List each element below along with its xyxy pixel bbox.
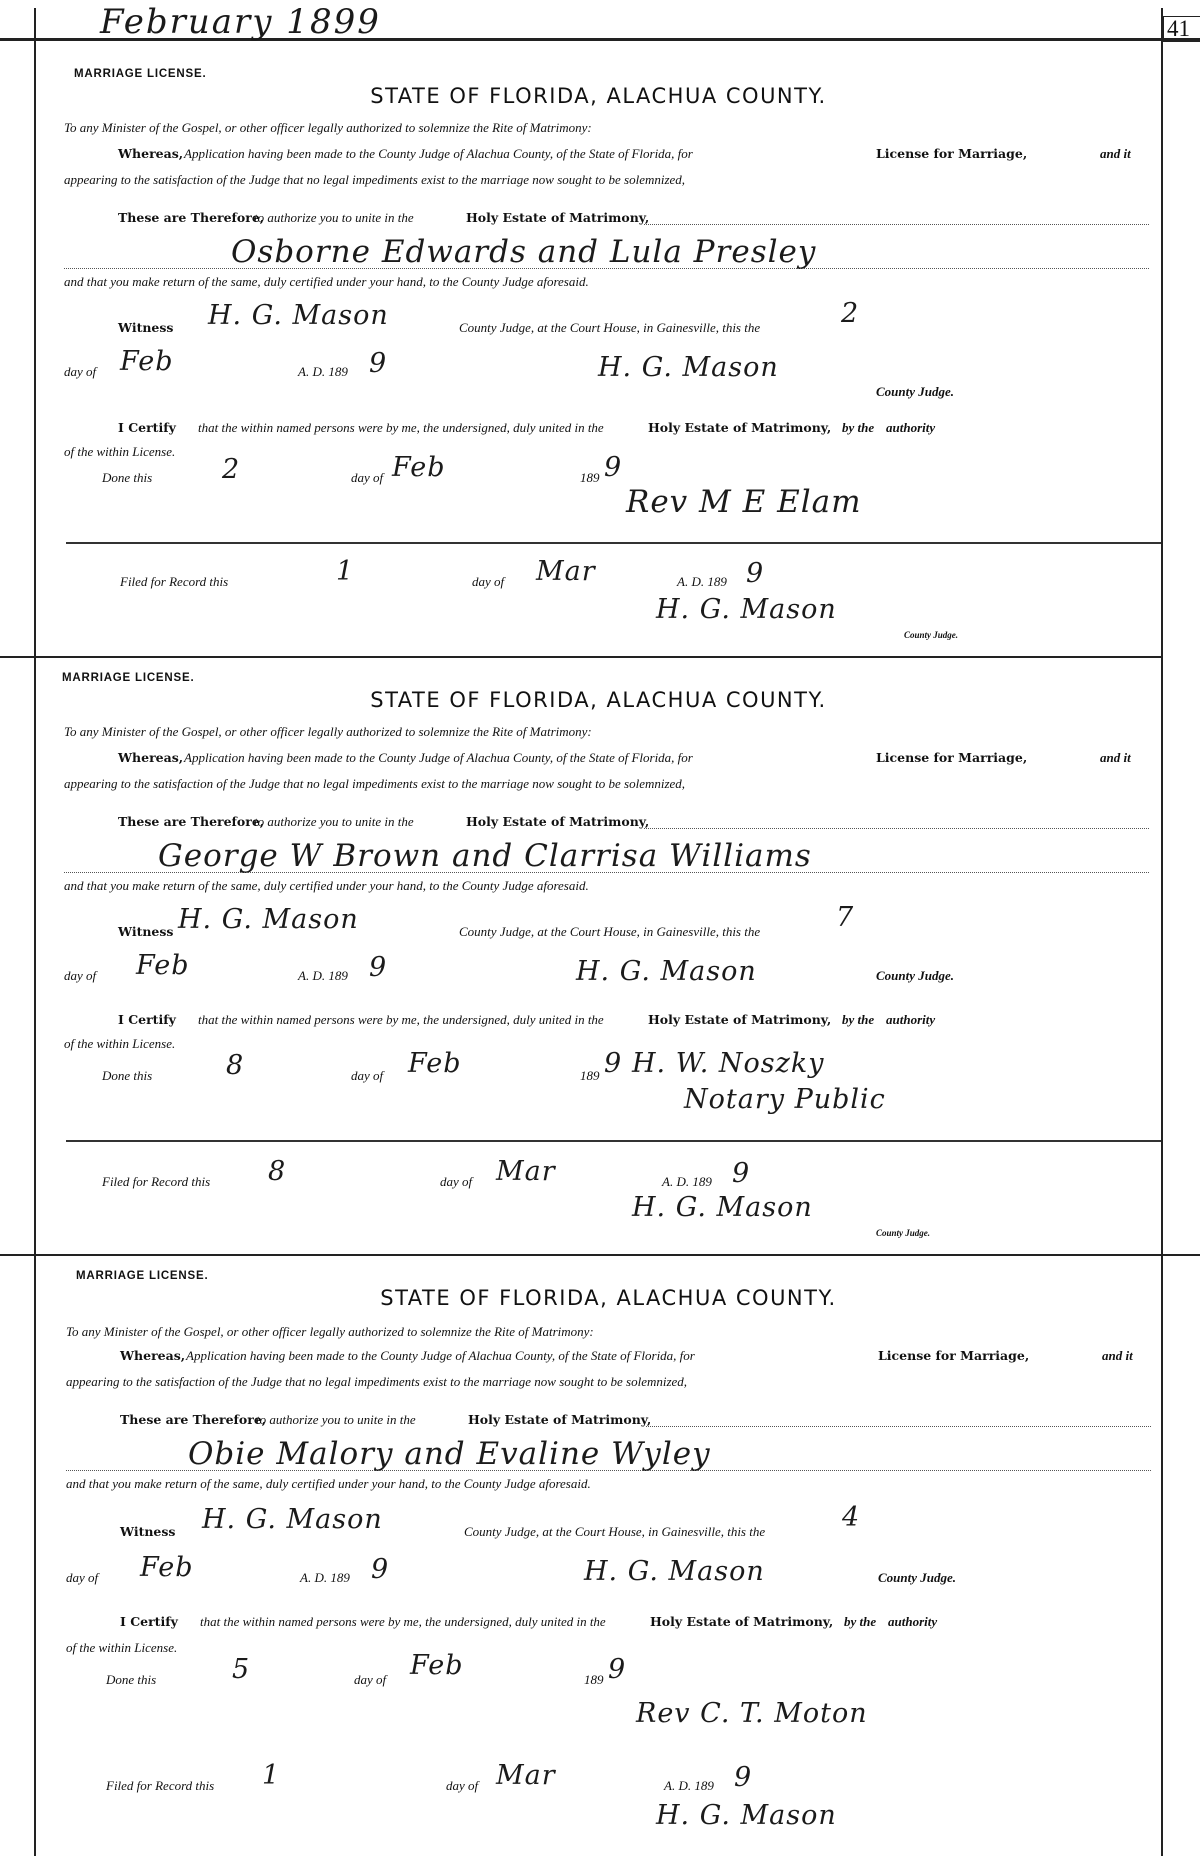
within-license: of the within License. [64,444,176,459]
done-month: Feb [410,1650,464,1681]
issue-year-digit: 9 [369,348,388,379]
license-for-marriage: License for Marriage, [876,146,1028,161]
appearing-text: appearing to the satisfaction of the Judge that no legal impediments exist to the marriage now sought to be solemnized, [64,172,686,187]
whereas-word: Whereas, [120,1348,186,1363]
return-text: and that you make return of the same, duly certified under your hand, to the County Judge aforesaid. [64,878,589,893]
dotted-line [644,828,1149,829]
done-year-digit: 9 [604,1048,623,1079]
judge-signature: H. G. Mason [576,956,757,987]
judge-signature: H. G. Mason [598,352,779,383]
ad-label: A. D. 189 [298,968,348,983]
these-are-therefore: These are Therefore, [118,210,265,225]
holy-estate: Holy Estate of Matrimony, [466,210,650,225]
return-text: and that you make return of the same, duly certified under your hand, to the County Judge aforesaid. [64,274,589,289]
certify-text: that the within named persons were by me, the undersigned, duly united in the [200,1614,606,1629]
couple-names: Osborne Edwards and Lula Presley [231,234,817,270]
done-month: Feb [408,1048,462,1079]
issue-day: 2 [841,298,860,329]
issue-month: Feb [120,346,174,377]
day-of-label: day of [64,364,97,379]
done-month: Feb [392,452,446,483]
certify-text: that the within named persons were by me, the undersigned, duly united in the [198,420,604,435]
i-certify: I Certify [120,1614,178,1629]
holy-estate: Holy Estate of Matrimony, [650,1614,834,1629]
done-day: 5 [232,1654,251,1685]
state-title: STATE OF FLORIDA, ALACHUA COUNTY. [370,688,827,712]
done-day-of: day of [351,470,384,485]
done-this: Done this [102,470,153,485]
filed-for-record: Filed for Record this [102,1174,211,1189]
filing-signature: H. G. Mason [656,594,837,625]
minister-address: To any Minister of the Gospel, or other officer legally authorized to solemnize the Rite of Matrimony: [64,724,592,739]
county-judge-court: County Judge, at the Court House, in Gainesville, this the [464,1524,766,1539]
witness-signature: H. G. Mason [178,904,359,935]
filed-day: 1 [262,1760,281,1791]
filing-signature: H. G. Mason [656,1800,837,1831]
issue-month: Feb [136,950,190,981]
done-this: Done this [106,1672,157,1687]
couple-names: Obie Malory and Evaline Wyley [188,1436,711,1472]
issue-year-digit: 9 [371,1554,390,1585]
license-label: MARRIAGE LICENSE. [74,68,207,80]
right-margin-rule [1161,8,1163,1856]
filed-month: Mar [496,1760,556,1791]
and-it: and it [1102,1348,1133,1363]
county-judge-small: County Judge. [876,1228,931,1238]
witness-word: Witness [120,1524,176,1539]
witness-word: Witness [118,924,174,939]
license-label: MARRIAGE LICENSE. [76,1270,209,1282]
filing-signature: H. G. Mason [632,1192,813,1223]
state-title: STATE OF FLORIDA, ALACHUA COUNTY. [370,84,827,108]
issue-day: 4 [842,1502,861,1533]
dotted-line [64,268,1149,269]
license-for-marriage: License for Marriage, [876,750,1028,765]
filing-rule [66,542,1161,544]
dotted-line [64,872,1149,873]
and-it: and it [1100,750,1131,765]
appearing-text: appearing to the satisfaction of the Judge that no legal impediments exist to the marriage now sought to be solemnized, [64,776,686,791]
filed-for-record: Filed for Record this [120,574,229,589]
whereas-text: Application having been made to the County Judge of Alachua County, of the State of Florida, for [186,1348,695,1363]
dotted-line [66,1470,1151,1471]
holy-estate: Holy Estate of Matrimony, [648,420,832,435]
by-the: by the [844,1614,877,1629]
witness-signature: H. G. Mason [208,300,389,331]
county-judge-court: County Judge, at the Court House, in Gainesville, this the [459,320,761,335]
done-year-prefix: 189 [580,470,600,485]
filed-year-digit: 9 [746,558,765,589]
filed-month: Mar [496,1156,556,1187]
day-of-label: day of [64,968,97,983]
to-authorize: to authorize you to unite in the [256,1412,416,1427]
whereas-word: Whereas, [118,750,184,765]
license-label: MARRIAGE LICENSE. [62,672,195,684]
to-authorize: to authorize you to unite in the [254,814,414,829]
ad-label: A. D. 189 [298,364,348,379]
marriage-license-1 [36,64,1161,656]
state-title: STATE OF FLORIDA, ALACHUA COUNTY. [380,1286,837,1310]
issue-day: 7 [836,902,855,933]
done-year-prefix: 189 [584,1672,604,1687]
issue-year-digit: 9 [369,952,388,983]
i-certify: I Certify [118,420,176,435]
authority: authority [886,1012,936,1027]
filed-day-of: day of [440,1174,473,1189]
filed-day-of: day of [472,574,505,589]
done-year-prefix: 189 [580,1068,600,1083]
officiant-title: Notary Public [684,1084,886,1115]
authority: authority [888,1614,938,1629]
filed-day: 8 [268,1156,287,1187]
filed-year-digit: 9 [732,1158,751,1189]
and-it: and it [1100,146,1131,161]
filed-ad: A. D. 189 [664,1778,714,1793]
ad-label: A. D. 189 [300,1570,350,1585]
these-are-therefore: These are Therefore, [118,814,265,829]
county-judge-label: County Judge. [876,384,955,399]
marriage-license-2 [36,668,1161,1254]
done-day-of: day of [351,1068,384,1083]
day-of-label: day of [66,1570,99,1585]
filed-year-digit: 9 [734,1762,753,1793]
minister-address: To any Minister of the Gospel, or other officer legally authorized to solemnize the Rite of Matrimony: [66,1324,594,1339]
whereas-text: Application having been made to the County Judge of Alachua County, of the State of Florida, for [184,750,693,765]
done-this: Done this [102,1068,153,1083]
filed-day: 1 [336,556,355,587]
couple-names: George W Brown and Clarrisa Williams [158,838,812,874]
license-separator [0,656,1161,658]
to-authorize: to authorize you to unite in the [254,210,414,225]
filed-day-of: day of [446,1778,479,1793]
whereas-word: Whereas, [118,146,184,161]
page-month-heading: February 1899 [100,2,381,42]
county-judge-court: County Judge, at the Court House, in Gainesville, this the [459,924,761,939]
officiant-signature: Rev M E Elam [626,484,862,520]
return-text: and that you make return of the same, duly certified under your hand, to the County Judge aforesaid. [66,1476,591,1491]
certify-text: that the within named persons were by me, the undersigned, duly united in the [198,1012,604,1027]
license-separator [0,1254,1200,1256]
officiant-signature: H. W. Noszky [632,1048,825,1079]
judge-signature: H. G. Mason [584,1556,765,1587]
dotted-line [646,1426,1151,1427]
filed-for-record: Filed for Record this [106,1778,215,1793]
minister-address: To any Minister of the Gospel, or other officer legally authorized to solemnize the Rite of Matrimony: [64,120,592,135]
witness-word: Witness [118,320,174,335]
holy-estate: Holy Estate of Matrimony, [648,1012,832,1027]
by-the: by the [842,1012,875,1027]
filed-ad: A. D. 189 [677,574,727,589]
done-year-digit: 9 [608,1654,627,1685]
done-day: 2 [222,454,241,485]
witness-signature: H. G. Mason [202,1504,383,1535]
county-judge-small: County Judge. [904,630,959,640]
within-license: of the within License. [66,1640,178,1655]
by-the: by the [842,420,875,435]
done-day: 8 [226,1050,245,1081]
authority: authority [886,420,936,435]
dotted-line [644,224,1149,225]
county-judge-label: County Judge. [878,1570,957,1585]
whereas-text: Application having been made to the County Judge of Alachua County, of the State of Florida, for [184,146,693,161]
issue-month: Feb [140,1552,194,1583]
holy-estate: Holy Estate of Matrimony, [466,814,650,829]
these-are-therefore: These are Therefore, [120,1412,267,1427]
officiant-signature: Rev C. T. Moton [636,1698,868,1729]
done-year-digit: 9 [604,452,623,483]
i-certify: I Certify [118,1012,176,1027]
marriage-license-3 [36,1266,1161,1856]
page-number: 41 [1163,16,1200,42]
filed-month: Mar [536,556,596,587]
filing-rule [66,1140,1161,1142]
holy-estate: Holy Estate of Matrimony, [468,1412,652,1427]
appearing-text: appearing to the satisfaction of the Judge that no legal impediments exist to the marriage now sought to be solemnized, [66,1374,688,1389]
license-for-marriage: License for Marriage, [878,1348,1030,1363]
filed-ad: A. D. 189 [662,1174,712,1189]
within-license: of the within License. [64,1036,176,1051]
county-judge-label: County Judge. [876,968,955,983]
done-day-of: day of [354,1672,387,1687]
